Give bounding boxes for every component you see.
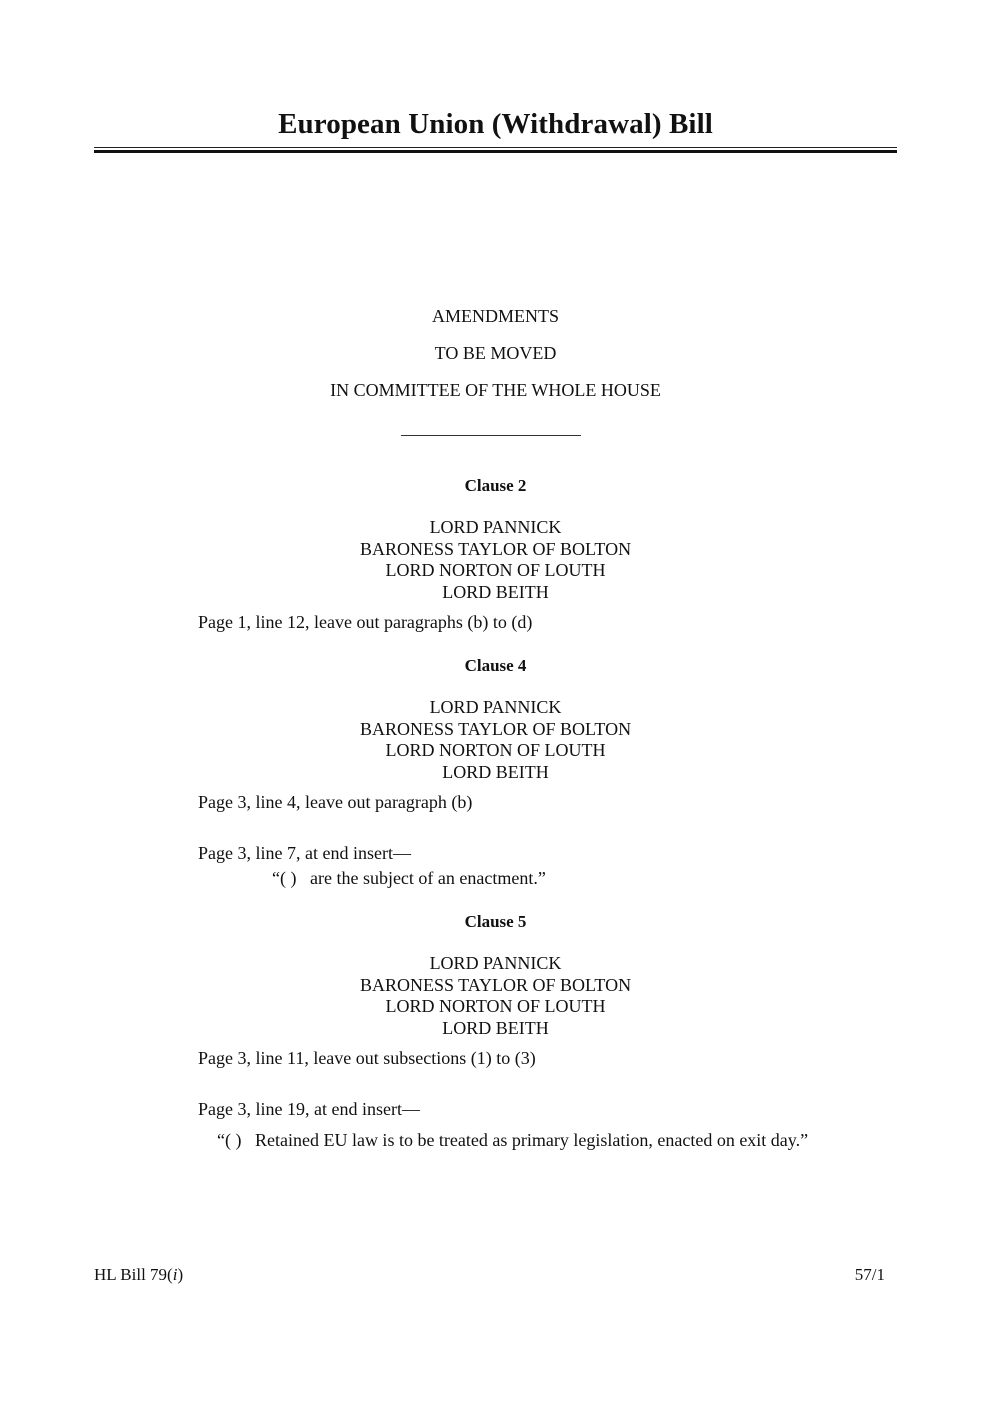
sponsor-list xyxy=(0,697,991,783)
sponsor: LORD NORTON OF LOUTH xyxy=(385,740,606,760)
sponsor-list xyxy=(0,517,991,603)
sponsor: LORD NORTON OF LOUTH xyxy=(385,560,606,580)
intro-line-2: TO BE MOVED xyxy=(434,343,557,363)
sponsor: LORD BEITH xyxy=(442,761,549,782)
bill-number: HL Bill 79(i) xyxy=(94,1265,184,1284)
amendment-text: Page 3, line 19, at end insert— xyxy=(198,1099,420,1119)
sponsor: LORD BEITH xyxy=(442,1017,549,1038)
amendment-text: Page 3, line 7, at end insert— xyxy=(198,843,411,863)
title-rule-thick xyxy=(94,150,897,153)
sponsor: LORD BEITH xyxy=(442,581,549,602)
intro-line-3: IN COMMITTEE OF THE WHOLE HOUSE xyxy=(330,380,661,400)
title-rule-thin xyxy=(94,147,897,148)
sponsor: BARONESS TAYLOR OF BOLTON xyxy=(359,718,632,739)
intro-line-1: AMENDMENTS xyxy=(431,306,559,326)
amendment-text: Page 1, line 12, leave out paragraphs (b) to (d) xyxy=(198,612,533,632)
sponsor-list xyxy=(0,953,991,1039)
sponsor: LORD PANNICK xyxy=(429,953,562,973)
sponsor: BARONESS TAYLOR OF BOLTON xyxy=(359,974,632,995)
page-reference: 57/1 xyxy=(854,1265,885,1284)
section-divider xyxy=(401,435,581,436)
amendment-quote: “( ) Retained EU law is to be treated as primary legislation, enacted on exit day.” xyxy=(217,1130,809,1150)
sponsor: BARONESS TAYLOR OF BOLTON xyxy=(359,538,632,559)
amendment-text: Page 3, line 11, leave out subsections (1) to (3) xyxy=(198,1048,536,1068)
clause-heading: Clause 4 xyxy=(464,656,527,675)
clause-heading: Clause 2 xyxy=(464,476,527,495)
sponsor: LORD PANNICK xyxy=(429,517,562,537)
amendment-text: Page 3, line 4, leave out paragraph (b) xyxy=(198,792,473,812)
sponsor: LORD NORTON OF LOUTH xyxy=(385,996,606,1016)
clause-heading: Clause 5 xyxy=(464,912,527,931)
document-title: European Union (Withdrawal) Bill xyxy=(278,108,713,140)
sponsor: LORD PANNICK xyxy=(429,697,562,717)
amendment-quote: “( ) are the subject of an enactment.” xyxy=(272,868,546,888)
